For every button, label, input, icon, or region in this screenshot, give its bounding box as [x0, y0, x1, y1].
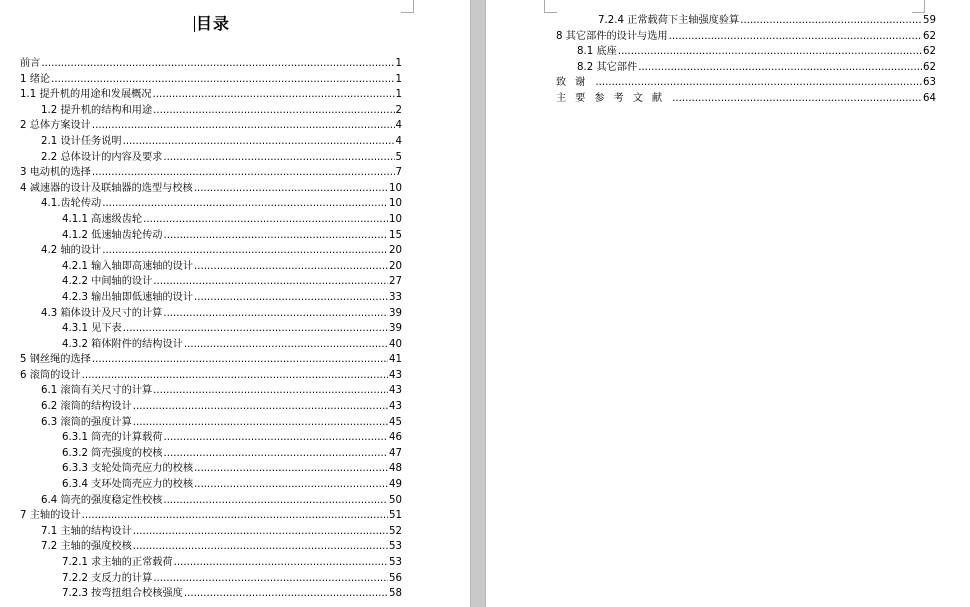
toc-leader-dots	[153, 383, 388, 399]
toc-entry-page-number: 39	[389, 323, 402, 335]
toc-entry-page-number: 20	[389, 245, 402, 257]
toc-entry-label: 4.2.1 输入轴即高速轴的设计	[62, 260, 194, 272]
toc-entry[interactable]	[20, 321, 402, 337]
toc-entry-label: 6.3.2 筒壳强度的校核	[62, 447, 163, 459]
toc-leader-dots	[184, 586, 388, 602]
toc-entry-page-number: 10	[389, 182, 402, 194]
toc-entry-label: 6.2 滚筒的结构设计	[41, 401, 132, 413]
toc-leader-dots	[669, 29, 922, 45]
toc-entry-page-number: 20	[389, 260, 402, 272]
toc-entry-label: 6.3.1 筒壳的计算载荷	[62, 432, 163, 444]
toc-leader-dots	[163, 306, 388, 322]
toc-entry-page-number: 43	[389, 385, 402, 397]
toc-leader-dots	[41, 56, 394, 72]
toc-entry[interactable]	[556, 44, 936, 60]
toc-leader-dots	[143, 212, 388, 228]
page-margin-corner-mark	[544, 0, 557, 13]
toc-leader-dots	[194, 290, 388, 306]
toc-entry-page-number: 1	[395, 89, 402, 101]
toc-leader-dots	[163, 150, 394, 166]
toc-entry-label: 6.1 滚筒有关尺寸的计算	[41, 385, 153, 397]
toc-entry[interactable]	[556, 91, 936, 107]
toc-entry-page-number: 40	[389, 338, 402, 350]
toc-leader-dots	[194, 259, 388, 275]
toc-entry[interactable]	[20, 196, 402, 212]
toc-entry-label: 6.3.3 支轮处筒壳应力的校核	[62, 463, 194, 475]
toc-list-left	[20, 56, 402, 602]
toc-leader-dots	[740, 13, 922, 29]
toc-entry-label: 7.1 主轴的结构设计	[41, 525, 132, 537]
toc-entry-page-number: 43	[389, 401, 402, 413]
toc-leader-dots	[123, 321, 388, 337]
toc-list-right	[556, 13, 936, 107]
toc-entry-label: 7 主轴的设计	[20, 510, 81, 522]
toc-leader-dots	[133, 524, 388, 540]
toc-entry-label: 7.2.2 支反力的计算	[62, 572, 153, 584]
toc-entry-page-number: 59	[923, 15, 936, 26]
toc-entry-page-number: 53	[389, 541, 402, 553]
toc-entry[interactable]	[20, 430, 402, 446]
toc-entry-label: 1.1 提升机的用途和发展概况	[20, 89, 152, 101]
toc-entry[interactable]	[20, 571, 402, 587]
toc-entry[interactable]	[20, 259, 402, 275]
toc-entry-page-number: 4	[395, 135, 402, 147]
toc-entry[interactable]	[20, 524, 402, 540]
toc-entry[interactable]	[556, 29, 936, 45]
toc-entry-label: 6.3.4 支环处筒壳应力的校核	[62, 479, 194, 491]
toc-entry-label: 7.2.1 求主轴的正常载荷	[62, 557, 173, 568]
page-margin-corner-mark	[912, 0, 925, 13]
toc-entry-label: 6.4 筒壳的强度稳定性校核	[41, 494, 163, 506]
toc-leader-dots	[82, 508, 388, 524]
toc-entry[interactable]	[20, 461, 402, 477]
toc-leader-dots	[194, 477, 388, 493]
toc-entry[interactable]	[20, 399, 402, 415]
toc-leader-dots	[92, 352, 388, 368]
toc-entry-label: 4.1.齿轮传动	[41, 198, 102, 210]
toc-entry-label: 4.2.2 中间轴的设计	[62, 276, 153, 288]
toc-entry-label: 2.1 设计任务说明	[41, 135, 122, 147]
toc-entry-label: 1.2 提升机的结构和用途	[41, 104, 153, 116]
toc-entry-label: 4.1.2 低速轴齿轮传动	[62, 229, 163, 241]
toc-leader-dots	[174, 555, 388, 571]
toc-entry-page-number: 41	[389, 354, 402, 366]
toc-entry-page-number: 49	[389, 479, 402, 491]
toc-leader-dots	[153, 87, 395, 103]
toc-entry-label: 6 滚筒的设计	[20, 369, 81, 381]
toc-entry[interactable]	[20, 274, 402, 290]
toc-entry-page-number: 7	[395, 167, 402, 179]
toc-leader-dots	[618, 44, 922, 60]
toc-entry-label: 8 其它部件的设计与选用	[556, 30, 668, 42]
toc-entry-page-number: 48	[389, 463, 402, 475]
toc-entry[interactable]	[20, 306, 402, 322]
toc-entry-page-number: 63	[923, 77, 936, 89]
toc-entry[interactable]	[20, 56, 402, 72]
toc-leader-dots	[153, 103, 394, 119]
toc-leader-dots	[92, 118, 395, 134]
toc-entry-label: 4.3.1 见下表	[62, 323, 122, 335]
toc-entry-page-number: 62	[923, 46, 936, 58]
toc-entry[interactable]	[556, 75, 936, 91]
toc-entry-page-number: 4	[395, 120, 402, 132]
toc-entry-page-number: 2	[395, 104, 402, 116]
toc-entry[interactable]	[556, 13, 936, 29]
toc-leader-dots	[194, 461, 388, 477]
toc-entry-label: 6.3 滚筒的强度计算	[41, 416, 132, 428]
toc-entry[interactable]	[20, 103, 402, 119]
toc-entry-page-number: 51	[389, 510, 402, 522]
toc-entry-label: 8.2 其它部件	[577, 61, 638, 73]
toc-entry-label: 致谢	[556, 77, 595, 89]
toc-entry[interactable]	[20, 508, 402, 524]
toc-entry[interactable]	[20, 87, 402, 103]
toc-leader-dots	[82, 368, 388, 384]
toc-entry-page-number: 52	[389, 525, 402, 537]
toc-entry-label: 4.3 箱体设计及尺寸的计算	[41, 307, 163, 319]
toc-entry-label: 主要参考文献	[556, 92, 672, 104]
toc-leader-dots	[92, 165, 395, 181]
toc-entry[interactable]	[20, 352, 402, 368]
toc-leader-dots	[163, 228, 388, 244]
toc-entry[interactable]	[20, 337, 402, 353]
toc-entry[interactable]	[20, 165, 402, 181]
toc-entry-label: 4.2.3 输出轴即低速轴的设计	[62, 291, 194, 303]
toc-leader-dots	[638, 60, 922, 76]
toc-entry-label: 4.2 轴的设计	[41, 245, 102, 257]
toc-leader-dots	[595, 75, 922, 91]
toc-leader-dots	[194, 181, 388, 197]
toc-entry[interactable]	[20, 368, 402, 384]
toc-entry-label: 4.1.1 高速级齿轮	[62, 213, 143, 225]
toc-leader-dots	[133, 415, 388, 431]
toc-leader-dots	[123, 134, 395, 150]
toc-entry-page-number: 15	[389, 229, 402, 241]
toc-entry-label: 7.2 主轴的强度校核	[41, 541, 132, 553]
toc-entry-page-number: 1	[395, 73, 402, 85]
left-page	[0, 0, 470, 607]
toc-leader-dots	[102, 243, 388, 259]
toc-entry[interactable]	[20, 181, 402, 197]
toc-entry-label: 8.1 底座	[577, 46, 617, 58]
toc-entry[interactable]	[20, 118, 402, 134]
toc-entry-page-number: 64	[923, 92, 936, 104]
toc-leader-dots	[133, 539, 388, 555]
toc-entry-label: 4.3.2 箱体附件的结构设计	[62, 338, 183, 350]
toc-entry[interactable]	[20, 383, 402, 399]
toc-entry-page-number: 47	[389, 447, 402, 459]
toc-leader-dots	[51, 72, 394, 88]
toc-leader-dots	[153, 274, 388, 290]
toc-entry[interactable]	[20, 134, 402, 150]
toc-leader-dots	[163, 446, 388, 462]
toc-entry-page-number: 46	[389, 432, 402, 444]
toc-title-wrap	[0, 11, 424, 34]
page-gutter	[470, 0, 486, 607]
toc-entry-label: 2.2 总体设计的内容及要求	[41, 151, 163, 163]
toc-entry[interactable]	[20, 415, 402, 431]
toc-entry-label: 4 减速器的设计及联轴器的选型与校核	[20, 182, 193, 194]
toc-entry[interactable]	[20, 586, 402, 602]
toc-entry-label: 7.2.4 正常载荷下主轴强度验算	[598, 15, 740, 26]
toc-leader-dots	[184, 337, 388, 353]
toc-entry-page-number: 62	[923, 61, 936, 73]
toc-entry-page-number: 50	[389, 494, 402, 506]
toc-entry-page-number: 33	[389, 291, 402, 303]
toc-entry[interactable]	[20, 290, 402, 306]
toc-title[interactable]: 目录	[195, 14, 230, 33]
toc-entry-page-number: 58	[389, 588, 402, 600]
toc-entry-label: 2 总体方案设计	[20, 120, 91, 132]
toc-entry-page-number: 27	[389, 276, 402, 288]
toc-entry-page-number: 53	[389, 557, 402, 568]
toc-entry[interactable]	[20, 150, 402, 166]
toc-entry-page-number: 56	[389, 572, 402, 584]
toc-entry-page-number: 45	[389, 416, 402, 428]
toc-leader-dots	[102, 196, 388, 212]
toc-entry[interactable]	[20, 228, 402, 244]
toc-entry-label: 1 绪论	[20, 73, 51, 85]
toc-entry[interactable]	[20, 539, 402, 555]
toc-entry-label: 3 电动机的选择	[20, 167, 91, 179]
toc-entry-page-number: 5	[395, 151, 402, 163]
toc-entry-page-number: 10	[389, 213, 402, 225]
toc-entry-page-number: 39	[389, 307, 402, 319]
toc-leader-dots	[163, 493, 388, 509]
toc-entry-page-number: 10	[389, 198, 402, 210]
toc-entry[interactable]	[20, 243, 402, 259]
toc-leader-dots	[672, 91, 922, 107]
toc-entry[interactable]	[20, 477, 402, 493]
text-cursor	[194, 16, 195, 32]
toc-leader-dots	[153, 571, 388, 587]
toc-leader-dots	[133, 399, 388, 415]
toc-entry-label: 5 钢丝绳的选择	[20, 354, 91, 366]
toc-entry[interactable]	[20, 555, 402, 571]
toc-entry-label: 前言	[20, 58, 41, 69]
toc-entry[interactable]	[20, 493, 402, 509]
toc-leader-dots	[163, 430, 388, 446]
toc-entry-page-number: 43	[389, 369, 402, 381]
toc-entry[interactable]	[20, 446, 402, 462]
toc-entry[interactable]	[20, 72, 402, 88]
toc-entry-page-number: 62	[923, 30, 936, 42]
toc-entry[interactable]	[20, 212, 402, 228]
toc-entry[interactable]	[556, 60, 936, 76]
toc-entry-label: 7.2.3 按弯扭组合校核强度	[62, 588, 183, 600]
toc-entry-page-number: 1	[395, 58, 402, 69]
